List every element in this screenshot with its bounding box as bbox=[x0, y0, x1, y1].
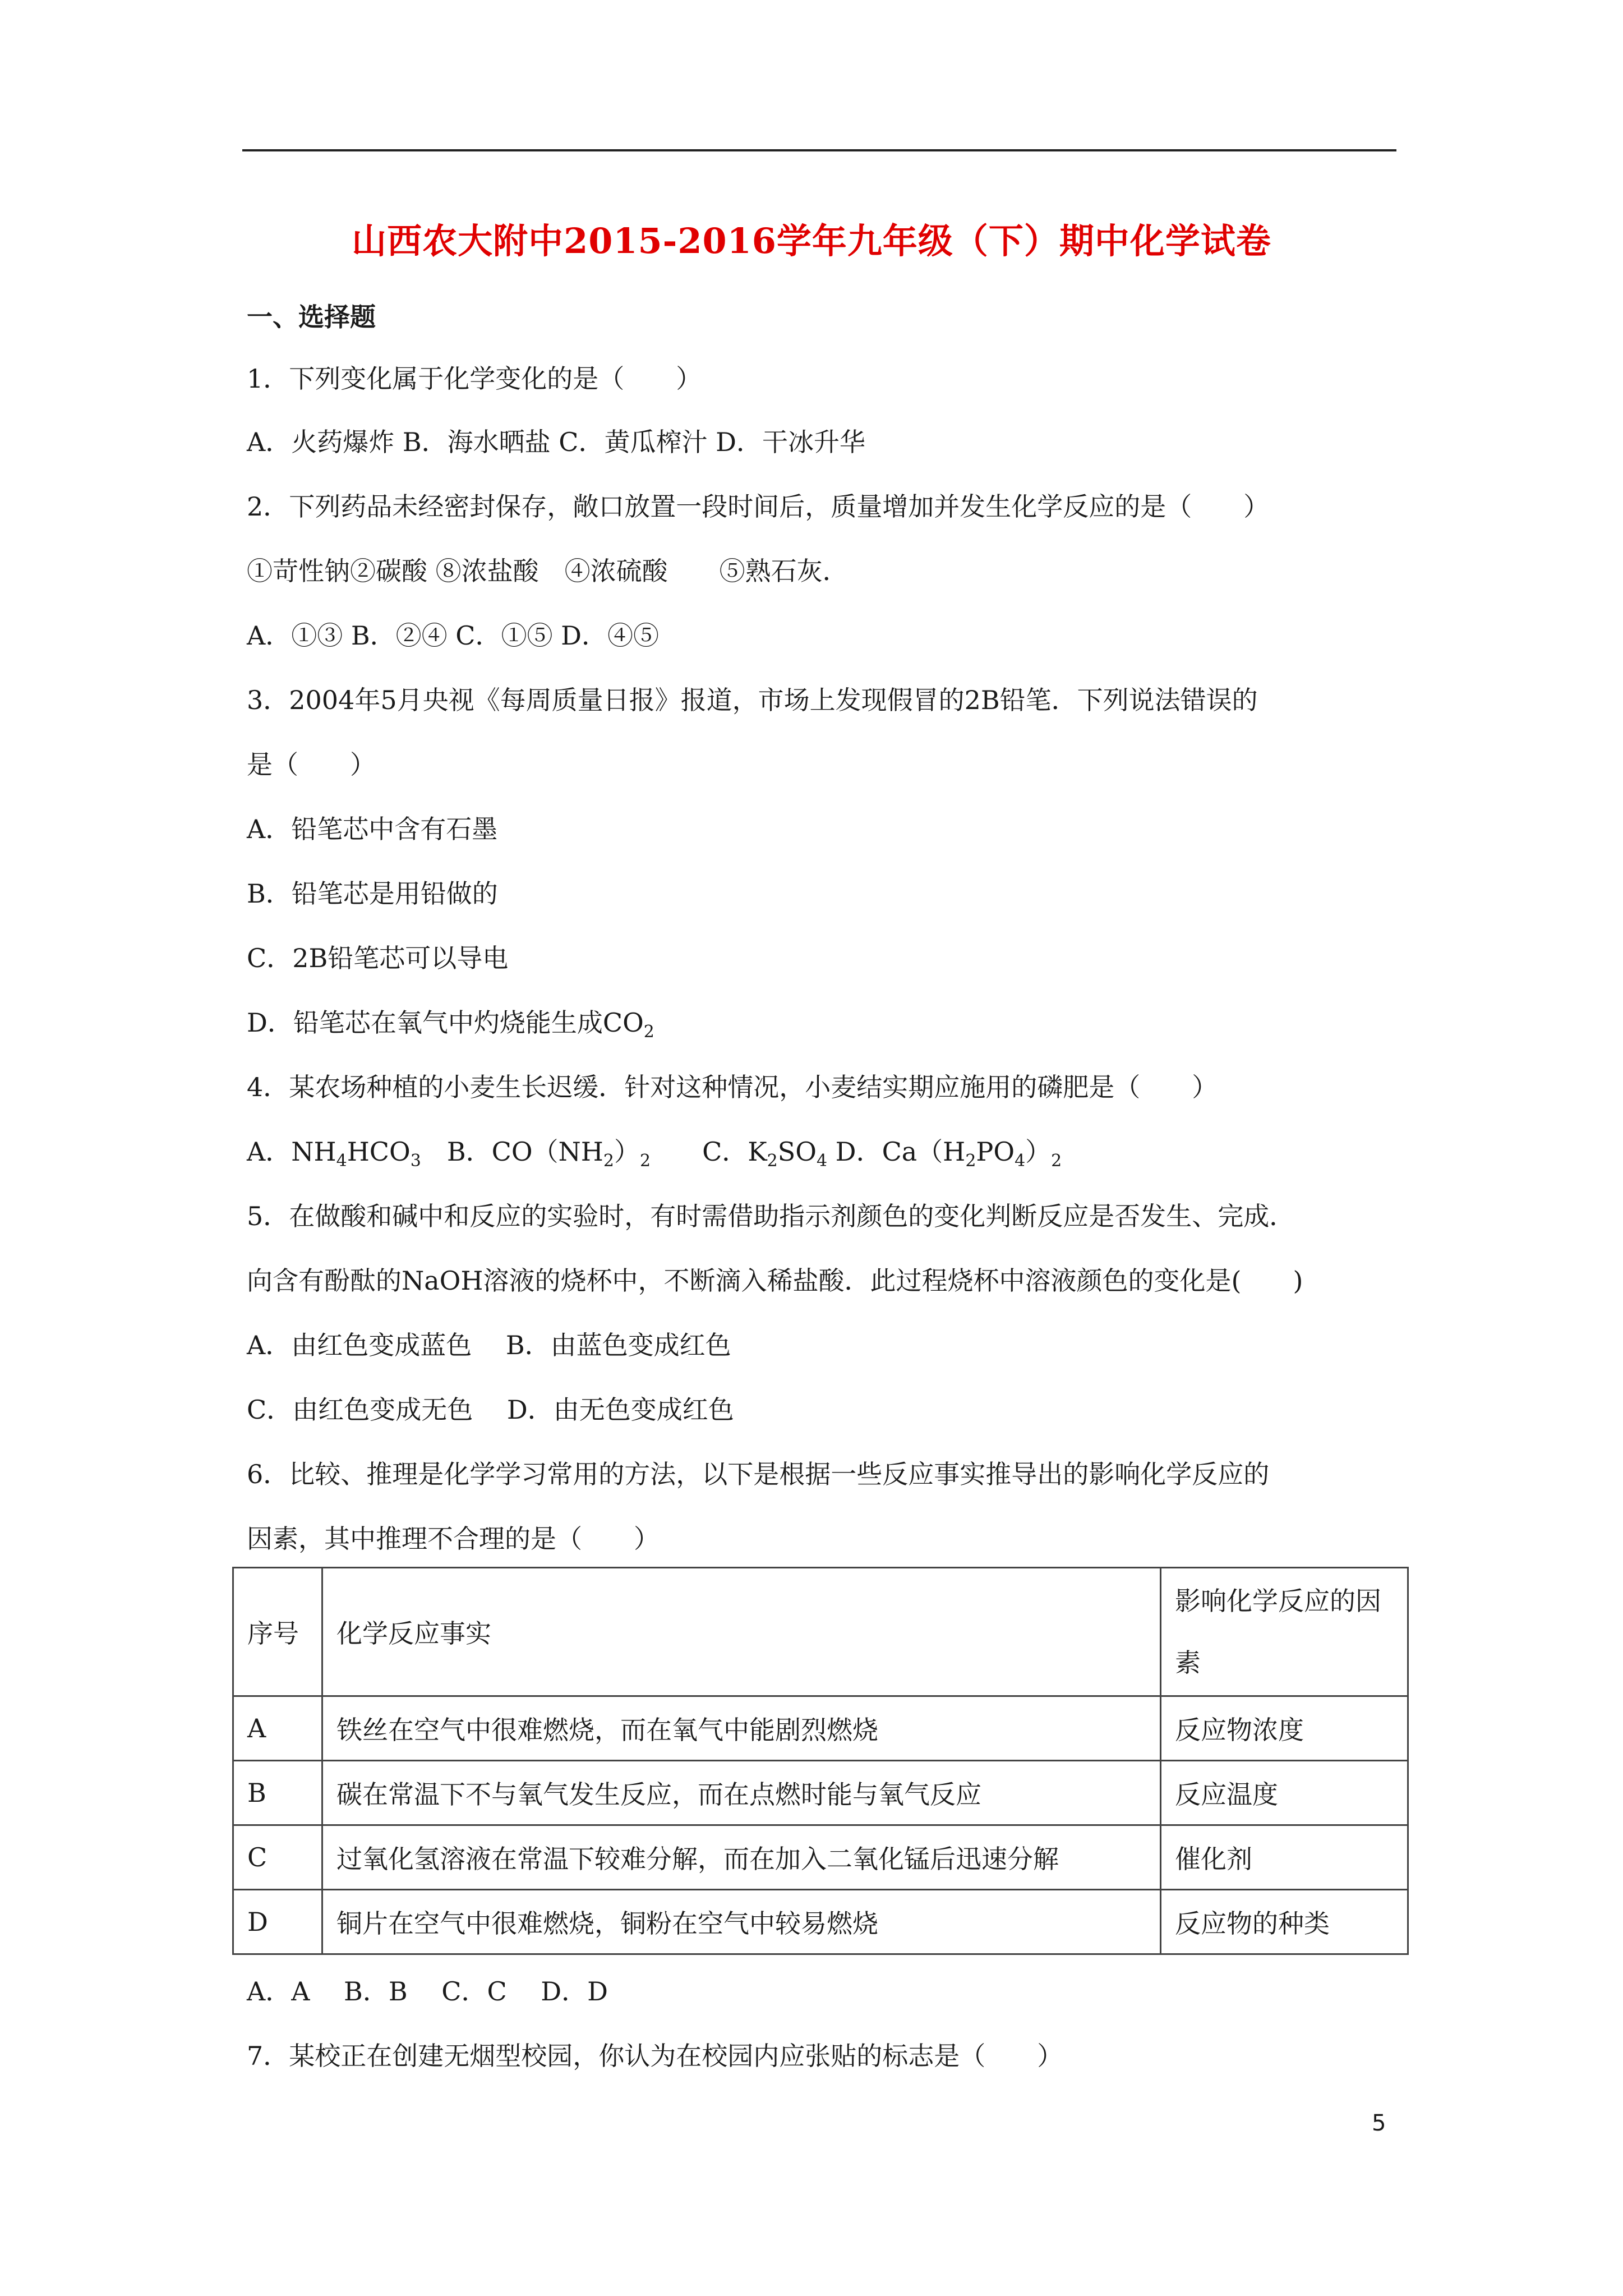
q4-opt-d-pre: D．Ca（H bbox=[827, 1137, 966, 1167]
q4-opt-d-post: ） bbox=[1025, 1137, 1052, 1167]
subscript: 2 bbox=[639, 1151, 651, 1171]
q1-stem: 1．下列变化属于化学变化的是（ ） bbox=[247, 364, 702, 394]
table-cell: 过氧化氢溶液在常温下较难分解，而在加入二氧化锰后迅速分解 bbox=[322, 1825, 1161, 1890]
q4-opt-b-post: ） bbox=[614, 1137, 640, 1167]
q5-stem-line1: 5．在做酸和碱中和反应的实验时，有时需借助指示剂颜色的变化判断反应是否发生、完成． bbox=[247, 1201, 1295, 1231]
header-rule bbox=[242, 149, 1396, 151]
q4-opt-d-mid: PO bbox=[976, 1137, 1015, 1167]
table-header-text: 影响化学反应的因素 bbox=[1175, 1586, 1381, 1678]
q2-options: A．①③ B．②④ C．①⑤ D．④⑤ bbox=[247, 620, 659, 651]
q5-options-line2: C．由红色变成无色 D．由无色变成红色 bbox=[247, 1395, 734, 1425]
table-header-cell bbox=[1161, 1568, 1408, 1696]
table-row bbox=[233, 1761, 1408, 1825]
table-row bbox=[233, 1825, 1408, 1890]
q4-opt-c-mid: SO bbox=[777, 1137, 817, 1167]
page-number: 5 bbox=[1372, 2110, 1386, 2136]
subscript: 2 bbox=[643, 1022, 654, 1042]
table-cell: 反应温度 bbox=[1161, 1761, 1408, 1825]
table-cell: 反应物的种类 bbox=[1161, 1890, 1408, 1954]
q6-stem-line2: 因素，其中推理不合理的是（ ） bbox=[247, 1524, 660, 1554]
document-title: 山西农大附中2015-2016学年九年级（下）期中化学试卷 bbox=[352, 220, 1271, 261]
q3-option-d-text: D．铅笔芯在氧气中灼烧能生成CO bbox=[247, 1007, 644, 1038]
q4-opt-a-pre: A．NH bbox=[247, 1137, 336, 1167]
table-cell: B bbox=[233, 1761, 322, 1825]
table-row bbox=[233, 1890, 1408, 1954]
subscript: 2 bbox=[965, 1151, 976, 1171]
subscript: 3 bbox=[410, 1151, 421, 1171]
table-cell: 铁丝在空气中很难燃烧，而在氧气中能剧烈燃烧 bbox=[322, 1696, 1161, 1761]
table-cell: 碳在常温下不与氧气发生反应，而在点燃时能与氧气反应 bbox=[322, 1761, 1161, 1825]
reaction-facts-table bbox=[232, 1567, 1409, 1955]
q3-option-d bbox=[247, 1006, 654, 1042]
subscript: 4 bbox=[1015, 1151, 1026, 1171]
table-row bbox=[233, 1696, 1408, 1761]
q5-stem-line2: 向含有酚酞的NaOH溶液的烧杯中，不断滴入稀盐酸．此过程烧杯中溶液颜色的变化是( ) bbox=[247, 1266, 1303, 1296]
table-cell: C bbox=[233, 1825, 322, 1890]
table-header-cell: 化学反应事实 bbox=[322, 1568, 1161, 1696]
q3-option-c: C．2B铅笔芯可以导电 bbox=[247, 943, 509, 973]
q4-stem: 4．某农场种植的小麦生长迟缓．针对这种情况，小麦结实期应施用的磷肥是（ ） bbox=[247, 1072, 1218, 1102]
subscript: 4 bbox=[336, 1151, 347, 1171]
q4-options bbox=[247, 1135, 1062, 1171]
q3-stem-line2: 是（ ） bbox=[247, 749, 376, 780]
table-cell: 铜片在空气中很难燃烧，铜粉在空气中较易燃烧 bbox=[322, 1890, 1161, 1954]
q3-option-b: B．铅笔芯是用铅做的 bbox=[247, 878, 498, 909]
table-header-row bbox=[233, 1568, 1408, 1696]
subscript: 2 bbox=[767, 1151, 778, 1171]
subscript: 4 bbox=[816, 1151, 828, 1171]
q3-option-a: A．铅笔芯中含有石墨 bbox=[247, 814, 498, 844]
table-cell: 反应物浓度 bbox=[1161, 1696, 1408, 1761]
q5-options-line1: A．由红色变成蓝色 B．由蓝色变成红色 bbox=[247, 1330, 731, 1360]
section-heading: 一、选择题 bbox=[247, 302, 376, 332]
table-cell: 催化剂 bbox=[1161, 1825, 1408, 1890]
q1-options: A．火药爆炸 B．海水晒盐 C．黄瓜榨汁 D．干冰升华 bbox=[247, 427, 865, 457]
q4-opt-b-pre: B．CO（NH bbox=[421, 1137, 603, 1167]
subscript: 2 bbox=[603, 1151, 614, 1171]
subscript: 2 bbox=[1051, 1151, 1062, 1171]
q6-options: A．A B．B C．C D．D bbox=[247, 1976, 608, 2007]
table-cell: D bbox=[233, 1890, 322, 1954]
q3-stem-line1: 3．2004年5月央视《每周质量日报》报道，市场上发现假冒的2B铅笔．下列说法错误的 bbox=[247, 685, 1258, 715]
q2-items: ①苛性钠②碳酸 ⑧浓盐酸 ④浓硫酸 ⑤熟石灰． bbox=[247, 556, 849, 586]
table-cell: A bbox=[233, 1696, 322, 1761]
q6-stem-line1: 6．比较、推理是化学学习常用的方法，以下是根据一些反应事实推导出的影响化学反应的 bbox=[247, 1459, 1270, 1489]
q4-opt-c-pre: C．K bbox=[651, 1137, 767, 1167]
table-header-cell: 序号 bbox=[233, 1568, 322, 1696]
q4-opt-a-mid: HCO bbox=[347, 1137, 411, 1167]
q2-stem: 2．下列药品未经密封保存，敞口放置一段时间后，质量增加并发生化学反应的是（ ） bbox=[247, 491, 1270, 522]
q7-stem: 7．某校正在创建无烟型校园，你认为在校园内应张贴的标志是（ ） bbox=[247, 2041, 1063, 2071]
